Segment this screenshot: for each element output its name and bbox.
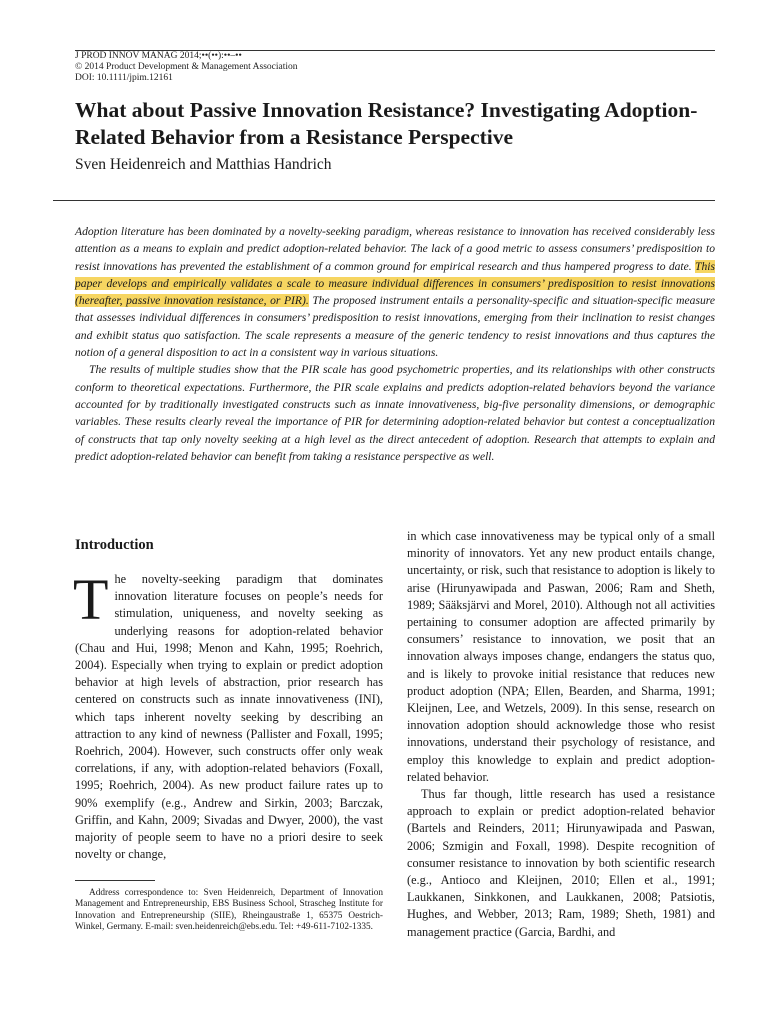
- drop-cap: T: [73, 567, 109, 632]
- intro-text: he novelty-seeking paradigm that dominates innovation literature focuses on people’s needs for stimulation, uniqueness, and novelty seeking as underlying reasons for adoption-related behavior (Chau and Hui, 1998; Menon and Kahn, 1995; Roehrich, 2004). Especially when trying to explain or predict adoption behavior at high levels of abstraction, prior research has centered on constructs such as innate innovativeness (INI), which taps inherent novelty seeking by describing an attraction to any kind of newness (Pallister and Foxall, 1995; Roehrich, 2004). However, such constructs offer only weak correlations, if any, with adoption-related behaviors (Foxall, 1995; Roehrich, 2004). As new product failure rates up to 90% exemplify (e.g., Andrew and Sirkin, 2003; Barczak, Griffin, and Kahn, 2009; Sivadas and Dwyer, 2000), the vast majority of people seem to have no a priori desire to seek novelty or change,: [75, 572, 383, 862]
- section-heading-introduction: Introduction: [75, 537, 154, 553]
- abstract: [75, 223, 715, 465]
- correspondence-footnote: Address correspondence to: Sven Heidenreich, Department of Innovation Management and Entrepreneurship, EBS Business School, Strascheg Institute for Innovation and Entrepreneurship (SIIE), Rheingaustraße 1, 65375 Oestrich-Winkel, Germany. E-mail: sven.heidenreich@ebs.edu. Tel: +49-611-7102-1335.: [75, 888, 383, 933]
- journal-citation: J PROD INNOV MANAG 2014;••(••):••–••: [75, 51, 242, 61]
- highlighted-sentence[interactable]: This paper develops and empirically validates a scale to measure individual differences in consumers’ predisposition to resist innovations (hereafter, passive innovation resistance, or PIR).: [75, 259, 715, 308]
- right-column: [407, 528, 715, 941]
- abstract-paragraph-2: The results of multiple studies show that the PIR scale has good psychometric properties, and its relationships with other constructs conform to theoretical expectations. Furthermore, the PIR scale explains and predicts adoption-related behaviors beyond the variance accounted for by traditionally investigated constructs such as innate innovativeness, big-five personality dimensions, or demographic variables. These results clearly reveal the importance of PIR for determining adoption-related behavior but contest a conceptualization of constructs that tap only novelty seeking at a high level as the direct antecedent of adoption. Research that attempts to explain and predict adoption-related behavior can benefit from taking a resistance perspective as well.: [75, 363, 715, 463]
- right-paragraph-2: Thus far though, little research has used a resistance approach to explain or predict adoption-related behavior (Bartels and Reinders, 2011; Hirunyawipada and Paswan, 2006; Szmigin and Foxall, 1998). Despite recognition of consumer resistance to innovation by both scientific research (e.g., Antioco and Kleijnen, 2010; Ellen et al., 1991; Laukkanen, Sinkkonen, and Laukkanen, 2008; Patsiotis, Hughes, and Webber, 2013; Ram, 1989; Sheth, 1981) and management practice (Garcia, Bardhi, and: [407, 787, 715, 939]
- paper-title: What about Passive Innovation Resistance? Investigating Adoption-Related Behavior from a Resistance Perspective: [75, 98, 698, 149]
- journal-header: [75, 51, 298, 84]
- intro-paragraph-1: [73, 567, 383, 863]
- doi-line: DOI: 10.1111/jpim.12161: [75, 73, 173, 83]
- abstract-rule: [53, 200, 715, 201]
- abstract-text: The proposed instrument entails a personality-specific and situation-specific measure that assesses individual differences in consumers’ predisposition to resist innovations, emerging from their inclination to resist changes and exhibit status quo satisfaction. The scale represents a measure of the generic tendency to resist innovations and thus captures the notion of a general disposition to act in a consistent way in various situations.: [75, 294, 715, 360]
- abstract-text: Adoption literature has been dominated by a novelty-seeking paradigm, whereas resistance to innovation has received considerably less attention as a means to explain and predict adoption-related behavior. The lack of a good metric to assess consumers’ predisposition to resist innovations has prevented the establishment of a common ground for empirical research and thus hampered progress to date.: [75, 225, 715, 273]
- abstract-paragraph-1: [75, 223, 715, 361]
- right-paragraph-1: in which case innovativeness may be typical only of a small minority of innovators. Yet any new product entails change, uncertainty, or risk, such that resistance to adoption is likely to arise (Hirunyawipada and Paswan, 2006; Ram and Sheth, 1989; Sääksjärvi and Morel, 2010). Although not all activities pertaining to consumer adoption are affected primarily by consumers’ resistance to innovation, we posit that an innovation always imposes change, endangers the status quo, and is likely to provoke initial resistance that reduces new product adoption (NPA; Ellen, Bearden, and Sharma, 1991; Kleijnen, Lee, and Wetzels, 2009). In this sense, research on innovation adoption should acknowledge those who resist innovations, understand their psychology of resistance, and employ this knowledge to explain and predict adoption-related behavior.: [407, 529, 715, 784]
- copyright-line: © 2014 Product Development & Management Association: [75, 62, 298, 72]
- left-column: [75, 536, 383, 863]
- paper-authors: Sven Heidenreich and Matthias Handrich: [75, 156, 332, 173]
- footnote-rule: [75, 880, 155, 881]
